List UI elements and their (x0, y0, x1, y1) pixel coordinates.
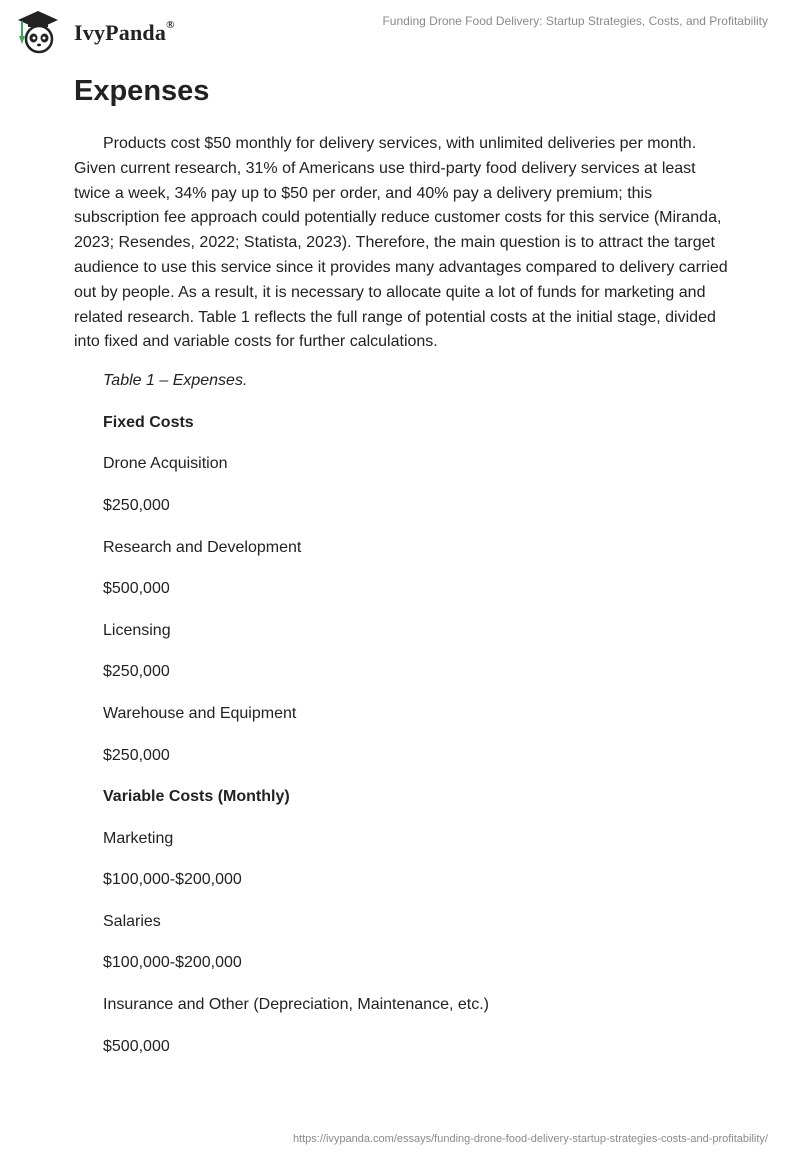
table-row-value: $250,000 (103, 496, 170, 514)
main-content (74, 74, 734, 1078)
table-row-value: $250,000 (103, 746, 170, 764)
section-heading: Expenses (74, 75, 210, 107)
body-paragraph: Products cost $50 monthly for delivery services, with unlimited deliveries per month. Given current research, 31% of Americans use third-party food delivery services at least twice a week, 34% pay up to $50 per order, and 40% pay a delivery premium; this subscription fee approach could potentially reduce customer costs for this service (Miranda, 2023; Resendes, 2022; Statista, 2023). Therefore, the main question is to attract the target audience to use this service since it provides many advantages compared to delivery carried out by people. As a result, it is necessary to allocate quite a lot of funds for marketing and related research. Table 1 reflects the full range of potential costs at the initial stage, divided into fixed and variable costs for further calculations. (74, 135, 728, 351)
table-row-value: $100,000-$200,000 (103, 871, 242, 889)
table-row-label: Insurance and Other (Depreciation, Maintenance, etc.) (103, 996, 489, 1014)
table-row-label: Licensing (103, 621, 171, 639)
table-caption: Table 1 – Expenses. (103, 372, 248, 390)
table-row-value: $500,000 (103, 1037, 170, 1055)
table-row-label: Marketing (103, 829, 174, 847)
table-row-value: $100,000-$200,000 (103, 954, 242, 972)
table-row-value: $250,000 (103, 663, 170, 681)
fixed-costs-header: Fixed Costs (103, 413, 194, 431)
expenses-table (74, 371, 734, 1057)
ivypanda-logo[interactable] (14, 8, 189, 56)
table-row-label: Research and Development (103, 538, 302, 556)
variable-costs-header: Variable Costs (Monthly) (103, 788, 290, 806)
panda-graduate-icon (14, 8, 62, 56)
table-row-label: Salaries (103, 912, 161, 930)
table-row-value: $500,000 (103, 580, 170, 598)
page-header (0, 0, 800, 60)
table-row-label: Warehouse and Equipment (103, 704, 297, 722)
table-row-label: Drone Acquisition (103, 455, 228, 473)
document-title: Funding Drone Food Delivery: Startup Strategies, Costs, and Profitability (382, 14, 768, 28)
brand-name: IvyPanda® (74, 18, 175, 45)
source-url[interactable]: https://ivypanda.com/essays/funding-drone-food-delivery-startup-strategies-costs-and-profitability/ (292, 1133, 768, 1145)
